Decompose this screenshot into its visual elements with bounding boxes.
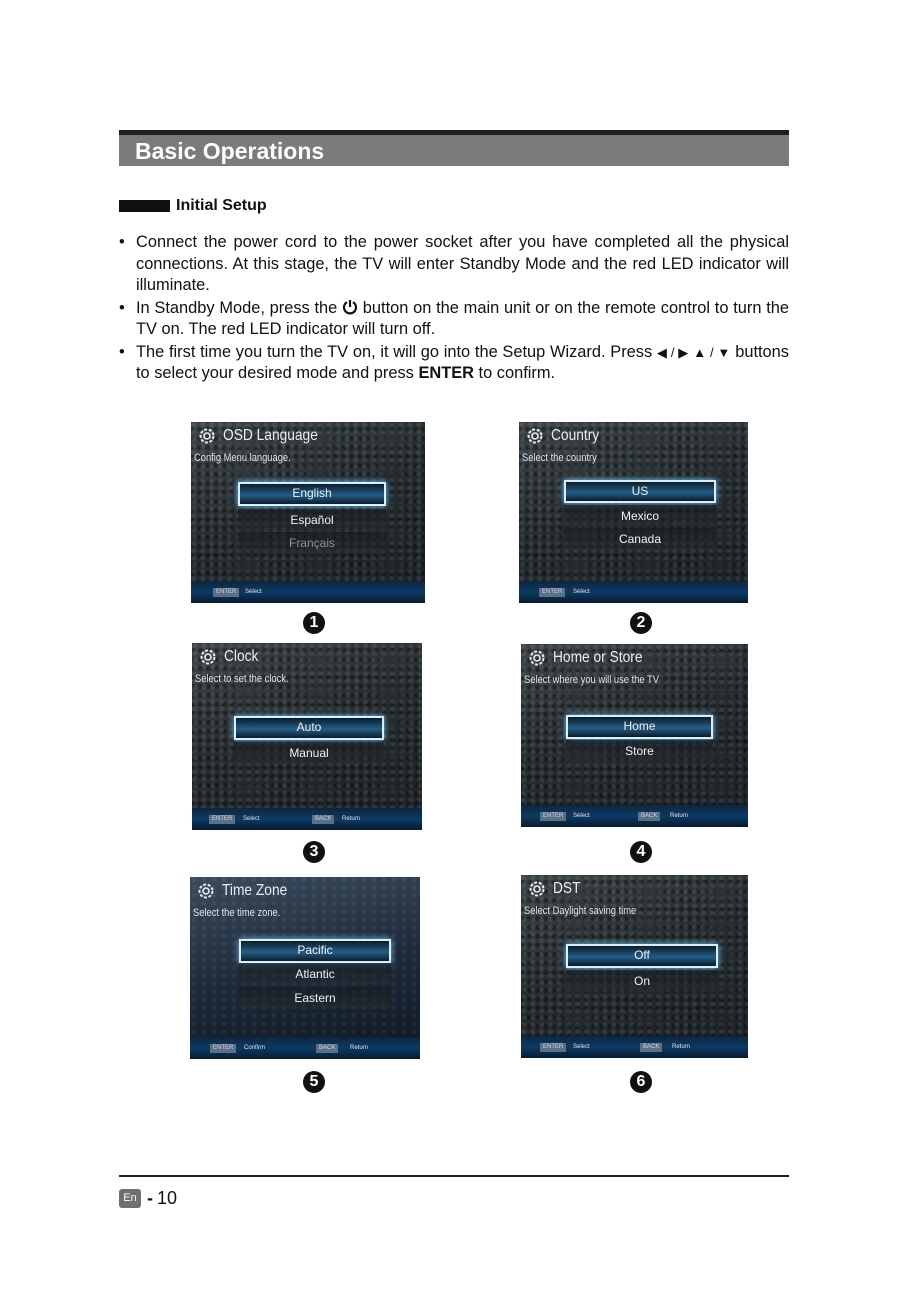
option-auto[interactable]: Auto bbox=[234, 716, 384, 740]
screen-title: OSD Language bbox=[223, 427, 318, 444]
step-number: 2 bbox=[630, 612, 652, 634]
screen-footer bbox=[191, 581, 425, 603]
option-home[interactable]: Home bbox=[566, 715, 713, 739]
key-label: Select bbox=[243, 816, 260, 822]
screen-title: Home or Store bbox=[553, 649, 643, 666]
gear-icon bbox=[198, 647, 218, 667]
option-on[interactable]: On bbox=[566, 970, 718, 992]
gear-icon bbox=[525, 426, 545, 446]
step-number: 1 bbox=[303, 612, 325, 634]
key-label: Return bbox=[350, 1045, 369, 1051]
footer-divider bbox=[119, 1175, 789, 1177]
option-eastern[interactable]: Eastern bbox=[239, 987, 391, 1009]
power-icon bbox=[342, 299, 358, 315]
page-dash: - bbox=[147, 1188, 153, 1208]
screen-title: Country bbox=[551, 427, 600, 444]
screen-footer bbox=[521, 805, 748, 827]
gear-icon bbox=[197, 426, 217, 446]
key-label: Return bbox=[670, 813, 689, 819]
left-right-arrows-icon: ◀ / ▶ bbox=[656, 344, 689, 360]
screen-title: DST bbox=[553, 880, 581, 897]
option-us[interactable]: US bbox=[564, 480, 716, 503]
screen-footer bbox=[521, 1036, 748, 1058]
heading-marker bbox=[119, 200, 170, 212]
key-label: Select bbox=[245, 589, 262, 595]
tv-screen-country bbox=[519, 422, 748, 603]
up-down-arrows-icon: ▲ / ▼ bbox=[693, 344, 731, 360]
back-key: BACK bbox=[312, 815, 334, 824]
enter-key: ENTER bbox=[213, 588, 239, 597]
screen-footer bbox=[192, 808, 422, 830]
option-canada[interactable]: Canada bbox=[564, 528, 716, 550]
subsection-heading bbox=[119, 196, 267, 216]
screen-footer bbox=[519, 581, 748, 603]
gear-icon bbox=[527, 648, 547, 668]
screen-subtitle: Select to set the clock. bbox=[195, 673, 289, 685]
screen-title: Time Zone bbox=[222, 882, 288, 899]
step-number: 4 bbox=[630, 841, 652, 863]
key-label: Confirm bbox=[244, 1045, 266, 1051]
enter-key: ENTER bbox=[209, 815, 235, 824]
section-header bbox=[119, 130, 789, 166]
tv-screen-home-or-store bbox=[521, 644, 748, 827]
back-key: BACK bbox=[316, 1044, 338, 1053]
option-francais[interactable]: Français bbox=[238, 532, 386, 554]
enter-key: ENTER bbox=[540, 812, 566, 821]
screen-subtitle: Select Daylight saving time bbox=[524, 905, 637, 917]
option-manual[interactable]: Manual bbox=[234, 742, 384, 764]
enter-key: ENTER bbox=[539, 588, 565, 597]
key-label: Select bbox=[573, 1044, 590, 1050]
enter-keyword: ENTER bbox=[418, 364, 474, 382]
back-key: BACK bbox=[640, 1043, 662, 1052]
screen-title: Clock bbox=[224, 648, 259, 665]
screen-subtitle: Select where you will use the TV bbox=[524, 674, 659, 686]
tv-screen-osd-language bbox=[191, 422, 425, 603]
list-item: • In Standby Mode, press the button on the main unit or on the remote control to turn the TV on. The red LED indicator will turn off. bbox=[117, 298, 789, 341]
step-number: 6 bbox=[630, 1071, 652, 1093]
language-badge: En bbox=[119, 1189, 141, 1208]
page-number-value: 10 bbox=[157, 1188, 178, 1208]
list-item: • The first time you turn the TV on, it will go into the Setup Wizard. Press ◀ / ▶ ▲ / ▼ buttons to select your desired mode and press ENTER to confirm. bbox=[117, 342, 789, 385]
key-label: Select bbox=[573, 813, 590, 819]
tv-screen-time-zone bbox=[190, 877, 420, 1059]
section-title: Basic Operations bbox=[135, 138, 325, 164]
option-off[interactable]: Off bbox=[566, 944, 718, 968]
step-number: 5 bbox=[303, 1071, 325, 1093]
step-number: 3 bbox=[303, 841, 325, 863]
enter-key: ENTER bbox=[540, 1043, 566, 1052]
list-item: • Connect the power cord to the power socket after you have completed all the physical connections. At this stage, the TV will enter Standby Mode and the red LED indicator will illuminate. bbox=[117, 232, 789, 297]
enter-key: ENTER bbox=[210, 1044, 236, 1053]
screen-subtitle: Select the country bbox=[522, 452, 597, 464]
screen-footer bbox=[190, 1037, 420, 1059]
option-pacific[interactable]: Pacific bbox=[239, 939, 391, 963]
key-label: Select bbox=[573, 589, 590, 595]
gear-icon bbox=[196, 881, 216, 901]
option-store[interactable]: Store bbox=[566, 740, 713, 762]
option-mexico[interactable]: Mexico bbox=[564, 505, 716, 527]
key-label: Return bbox=[342, 816, 361, 822]
option-atlantic[interactable]: Atlantic bbox=[239, 963, 391, 985]
back-key: BACK bbox=[638, 812, 660, 821]
instruction-list bbox=[117, 232, 789, 386]
subsection-title: Initial Setup bbox=[176, 197, 267, 214]
gear-icon bbox=[527, 879, 547, 899]
option-espanol[interactable]: Español bbox=[238, 509, 386, 531]
screen-subtitle: Select the time zone. bbox=[193, 907, 281, 919]
key-label: Return bbox=[672, 1044, 691, 1050]
tv-screen-clock bbox=[192, 643, 422, 830]
tv-screen-dst bbox=[521, 875, 748, 1058]
screen-subtitle: Config Menu language. bbox=[194, 452, 291, 464]
option-english[interactable]: English bbox=[238, 482, 386, 506]
page-number bbox=[119, 1188, 177, 1209]
